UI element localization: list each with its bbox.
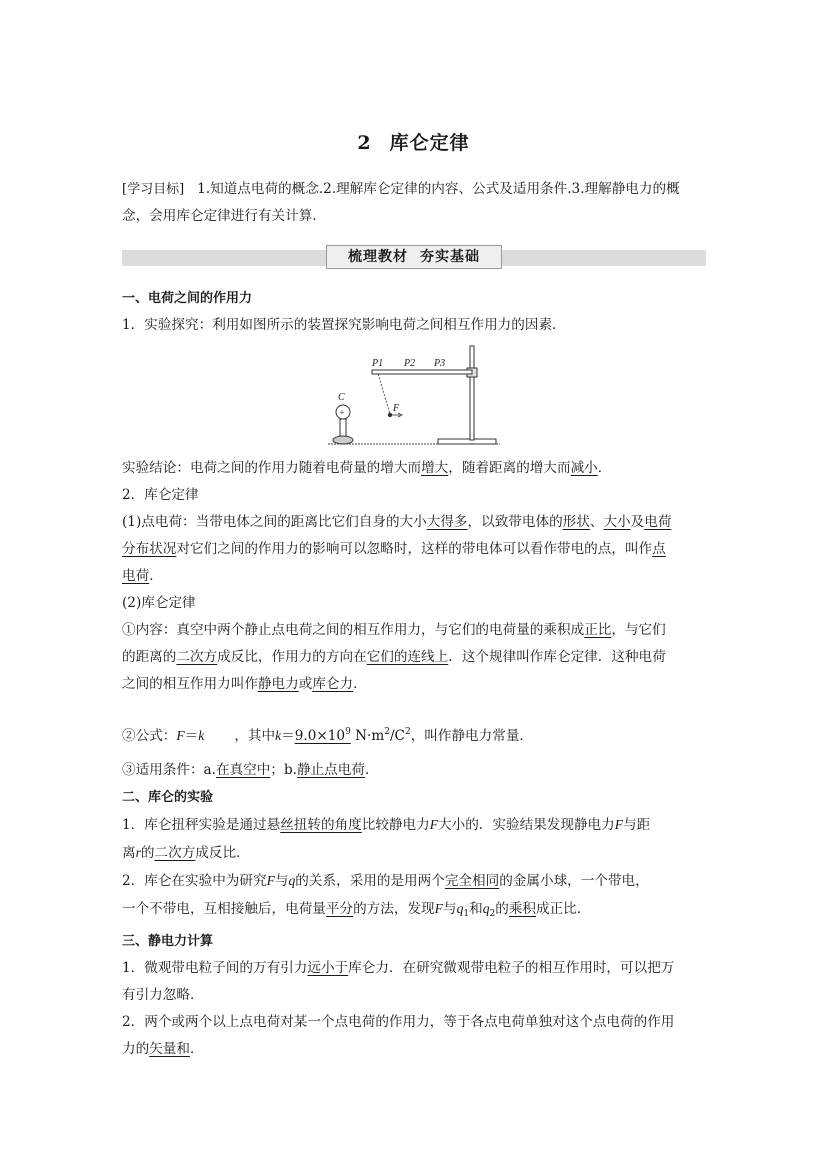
- formula-eq2: ＝: [281, 728, 295, 744]
- s2i2-answer-h: 平分: [325, 901, 354, 917]
- objectives-line2: 念，会用库仑定律进行有关计算.: [122, 208, 317, 224]
- page-title: [0, 128, 827, 155]
- s3-item2-line1: 2．两个或两个以上点电荷对某一个点电荷的作用力，等于各点电荷单独对这个点电荷的作用: [122, 1014, 675, 1030]
- s2i1-text-c: 比较静电力: [361, 817, 430, 833]
- content-answer-l: 库仑力: [312, 676, 354, 692]
- section-banner: [326, 245, 502, 269]
- p1-answer-k: 点: [652, 541, 666, 557]
- section1-top: [122, 285, 706, 339]
- formula-f: F: [176, 728, 185, 743]
- objectives-line1: 1.知道点电荷的概念.2.理解库仑定律的内容、公式及适用条件.3.理解静电力的概: [197, 181, 680, 197]
- content-line1: [122, 617, 706, 644]
- s3i1-text-a: 1．微观带电粒子间的万有引力: [122, 960, 308, 976]
- s2i1-text-a: 1．库仑扭秤实验是通过悬: [122, 817, 281, 833]
- s3i1-answer-b: 远小于: [307, 960, 349, 976]
- s2i1-f2: F: [614, 817, 624, 832]
- p1-text-c: ，以致带电体的: [467, 514, 563, 530]
- formula-value-base: 9.0×10: [294, 728, 346, 744]
- s2i2-text-i: 的方法，发现: [353, 901, 435, 917]
- s2i2-q2-sub: 2: [489, 909, 496, 919]
- s2i2-f: F: [266, 873, 275, 888]
- s3i2-text-b: 力的: [122, 1041, 150, 1057]
- s2i2-text-k: 和: [469, 901, 483, 917]
- s3i2-text-d: ．: [189, 1041, 204, 1057]
- title-number: 2: [357, 132, 372, 154]
- conditions-and-sections: [122, 757, 706, 1063]
- formula-k2: k: [275, 728, 282, 743]
- p1-answer-l: 电荷: [122, 568, 150, 584]
- s2i1-text-g: 离: [122, 845, 136, 861]
- content-answer-g: 它们的连线上: [366, 649, 449, 665]
- s2i1-text-h: 的: [140, 845, 155, 861]
- content-text-i: 之间的相互作用力叫作: [122, 676, 258, 692]
- conclusion-text-a: 实验结论：电荷之间的作用力随着电荷量的增大而: [122, 460, 422, 476]
- p1-answer-i: 分布状况: [122, 541, 177, 557]
- stand-pole: [470, 346, 474, 440]
- s3-item2-line2: [122, 1036, 706, 1063]
- formula-value-exp: 9: [345, 727, 351, 737]
- s2-item2-line1: [122, 867, 706, 895]
- label-p1: P1: [372, 358, 384, 369]
- content-text-m: ．: [353, 676, 367, 692]
- coulomb-law-subheading: (2)库仑定律: [122, 595, 196, 611]
- formula-k: k: [198, 728, 205, 743]
- s2i1-text-e: 与距: [623, 817, 651, 833]
- s2i2-q: q: [288, 873, 296, 888]
- formula-text-c: ，叫作静电力常量．: [410, 728, 534, 744]
- section1-body: [122, 455, 706, 698]
- sphere-base: [333, 436, 353, 444]
- conclusion-text-c: ，随着距离的增大而: [448, 460, 571, 476]
- p1-text-g: 及: [630, 514, 645, 530]
- s2i2-text-g: 一个不带电，互相接触后，电荷量: [122, 901, 326, 917]
- point-charge-line1: [122, 509, 706, 536]
- experiment-figure: [318, 340, 508, 450]
- p1-text-a: (1)点电荷：当带电体之间的距离比它们自身的大小: [122, 514, 427, 530]
- section3-heading: 三、静电力计算: [122, 934, 214, 949]
- s2i2-text-j: 与: [442, 901, 457, 917]
- s3i1-text-c: 库仑力．在研究微观带电粒子的相互作用时，可以把万: [348, 960, 675, 976]
- content-text-a: ①内容：真空中两个静止点电荷之间的相互作用力，与它们的电荷量的乘积成: [122, 622, 585, 638]
- conditions-line: [122, 757, 706, 784]
- formula-unit2: /C: [389, 728, 405, 744]
- p1-answer-f: 大小: [603, 514, 631, 530]
- s3-item1-line1: [122, 955, 706, 982]
- p1-text-e: 、: [589, 514, 604, 530]
- label-p3: P3: [434, 358, 446, 369]
- content-line3: [122, 671, 706, 698]
- cond-text-e: ．: [364, 762, 379, 778]
- s2i2-q2: q: [482, 901, 490, 916]
- s2i2-q1: q: [456, 901, 464, 916]
- banner-right: 夯实基础: [420, 249, 480, 265]
- content-text-h: ．这个规律叫作库仑定律．这种电荷: [448, 649, 666, 665]
- formula-label: ②公式：: [122, 728, 177, 744]
- s2i1-f: F: [429, 817, 439, 832]
- cond-answer-d: 静止点电荷: [297, 762, 365, 778]
- s2-item1-line1: [122, 811, 706, 839]
- s2i1-text-d: 大小的．实验结果发现静电力: [438, 817, 615, 833]
- s2i2-text-n: 成正比．: [536, 901, 591, 917]
- s2i2-f2: F: [434, 901, 443, 916]
- s2i2-q1-sub: 1: [463, 909, 470, 919]
- conclusion-line: [122, 455, 706, 482]
- content-text-d: 的距离的: [122, 649, 177, 665]
- cond-answer-b: 在真空中: [216, 762, 271, 778]
- stand-base: [438, 439, 496, 444]
- s2i2-text-a: 2．库仑在实验中为研究: [122, 873, 267, 889]
- objectives-tag: [学习目标]: [122, 182, 185, 197]
- s2i1-r: r: [135, 845, 141, 860]
- s2i1-text-j: 成反比．: [195, 845, 250, 861]
- section2-heading: 二、库仑的实验: [122, 790, 214, 805]
- cond-text-a: ③适用条件：a.: [122, 762, 216, 778]
- banner-left: 梳理教材: [348, 249, 408, 265]
- title-text: 库仑定律: [389, 132, 470, 154]
- s2i1-answer-b: 丝扭转的角度: [280, 817, 362, 833]
- s2-item2-line2: [122, 895, 706, 928]
- sphere-plus-sign: +: [339, 407, 345, 418]
- formula-eq: ＝: [184, 728, 199, 744]
- learning-objectives: [122, 176, 706, 230]
- conclusion-answer-1: 增大: [421, 460, 449, 476]
- conclusion-text-e: ．: [597, 460, 612, 476]
- point-charge-line3: [122, 563, 706, 590]
- content-text-c: ，与它们: [611, 622, 666, 638]
- formula-line: [122, 719, 706, 750]
- label-p2: P2: [404, 358, 416, 369]
- formula-unit: N·m: [355, 728, 385, 744]
- s3-item1-line2: 有引力忽略．: [122, 987, 204, 1003]
- s2i2-answer-m: 乘积: [508, 901, 536, 917]
- section1-item2: 2．库仑定律: [122, 487, 199, 503]
- section1-item1: 1．实验探究：利用如图所示的装置探究影响电荷之间相互作用力的因素．: [122, 317, 566, 333]
- content-text-k: 或: [298, 676, 313, 692]
- content-text-f: 成反比，作用力的方向在: [217, 649, 367, 665]
- conclusion-answer-2: 减小: [570, 460, 598, 476]
- label-c: C: [338, 392, 345, 403]
- s2i2-answer-d: 完全相同: [444, 873, 500, 889]
- content-line2: [122, 644, 706, 671]
- p1-text-j: 对它们之间的作用力的影响可以忽略时，这样的带电体可以看作带电的点，叫作: [176, 541, 653, 557]
- suspension-thread: [378, 374, 390, 414]
- label-f: F: [393, 403, 400, 414]
- point-charge-line2: [122, 536, 706, 563]
- p1-answer-h: 电荷: [644, 514, 672, 530]
- s2i2-text-e: 的金属小球，一个带电，: [499, 873, 649, 889]
- section1-heading: 一、电荷之间的作用力: [122, 291, 253, 306]
- formula-unit2-exp: 2: [404, 727, 411, 737]
- s2i2-text-c: 的关系，采用的是用两个: [295, 873, 445, 889]
- content-answer-j: 静电力: [257, 676, 299, 692]
- content-answer-b: 正比: [584, 622, 612, 638]
- s2-item1-line2: [122, 839, 706, 867]
- p1-text-m: ．: [149, 568, 163, 584]
- formula-value: [295, 728, 351, 744]
- p1-answer-d: 形状: [562, 514, 590, 530]
- s2i2-text-b: 与: [274, 873, 289, 889]
- horizontal-rod: [372, 370, 472, 374]
- sphere-support: [340, 419, 346, 437]
- s2i1-answer-i: 二次方: [154, 845, 196, 861]
- s2i2-text-l: 的: [495, 901, 509, 917]
- formula-unit-exp: 2: [384, 727, 390, 737]
- cond-text-c: ；b.: [270, 762, 297, 778]
- formula-text-b: ，其中: [234, 728, 276, 744]
- s3i2-answer-c: 矢量和: [149, 1041, 190, 1057]
- content-answer-e: 二次方: [176, 649, 218, 665]
- p1-answer-b: 大得多: [426, 514, 468, 530]
